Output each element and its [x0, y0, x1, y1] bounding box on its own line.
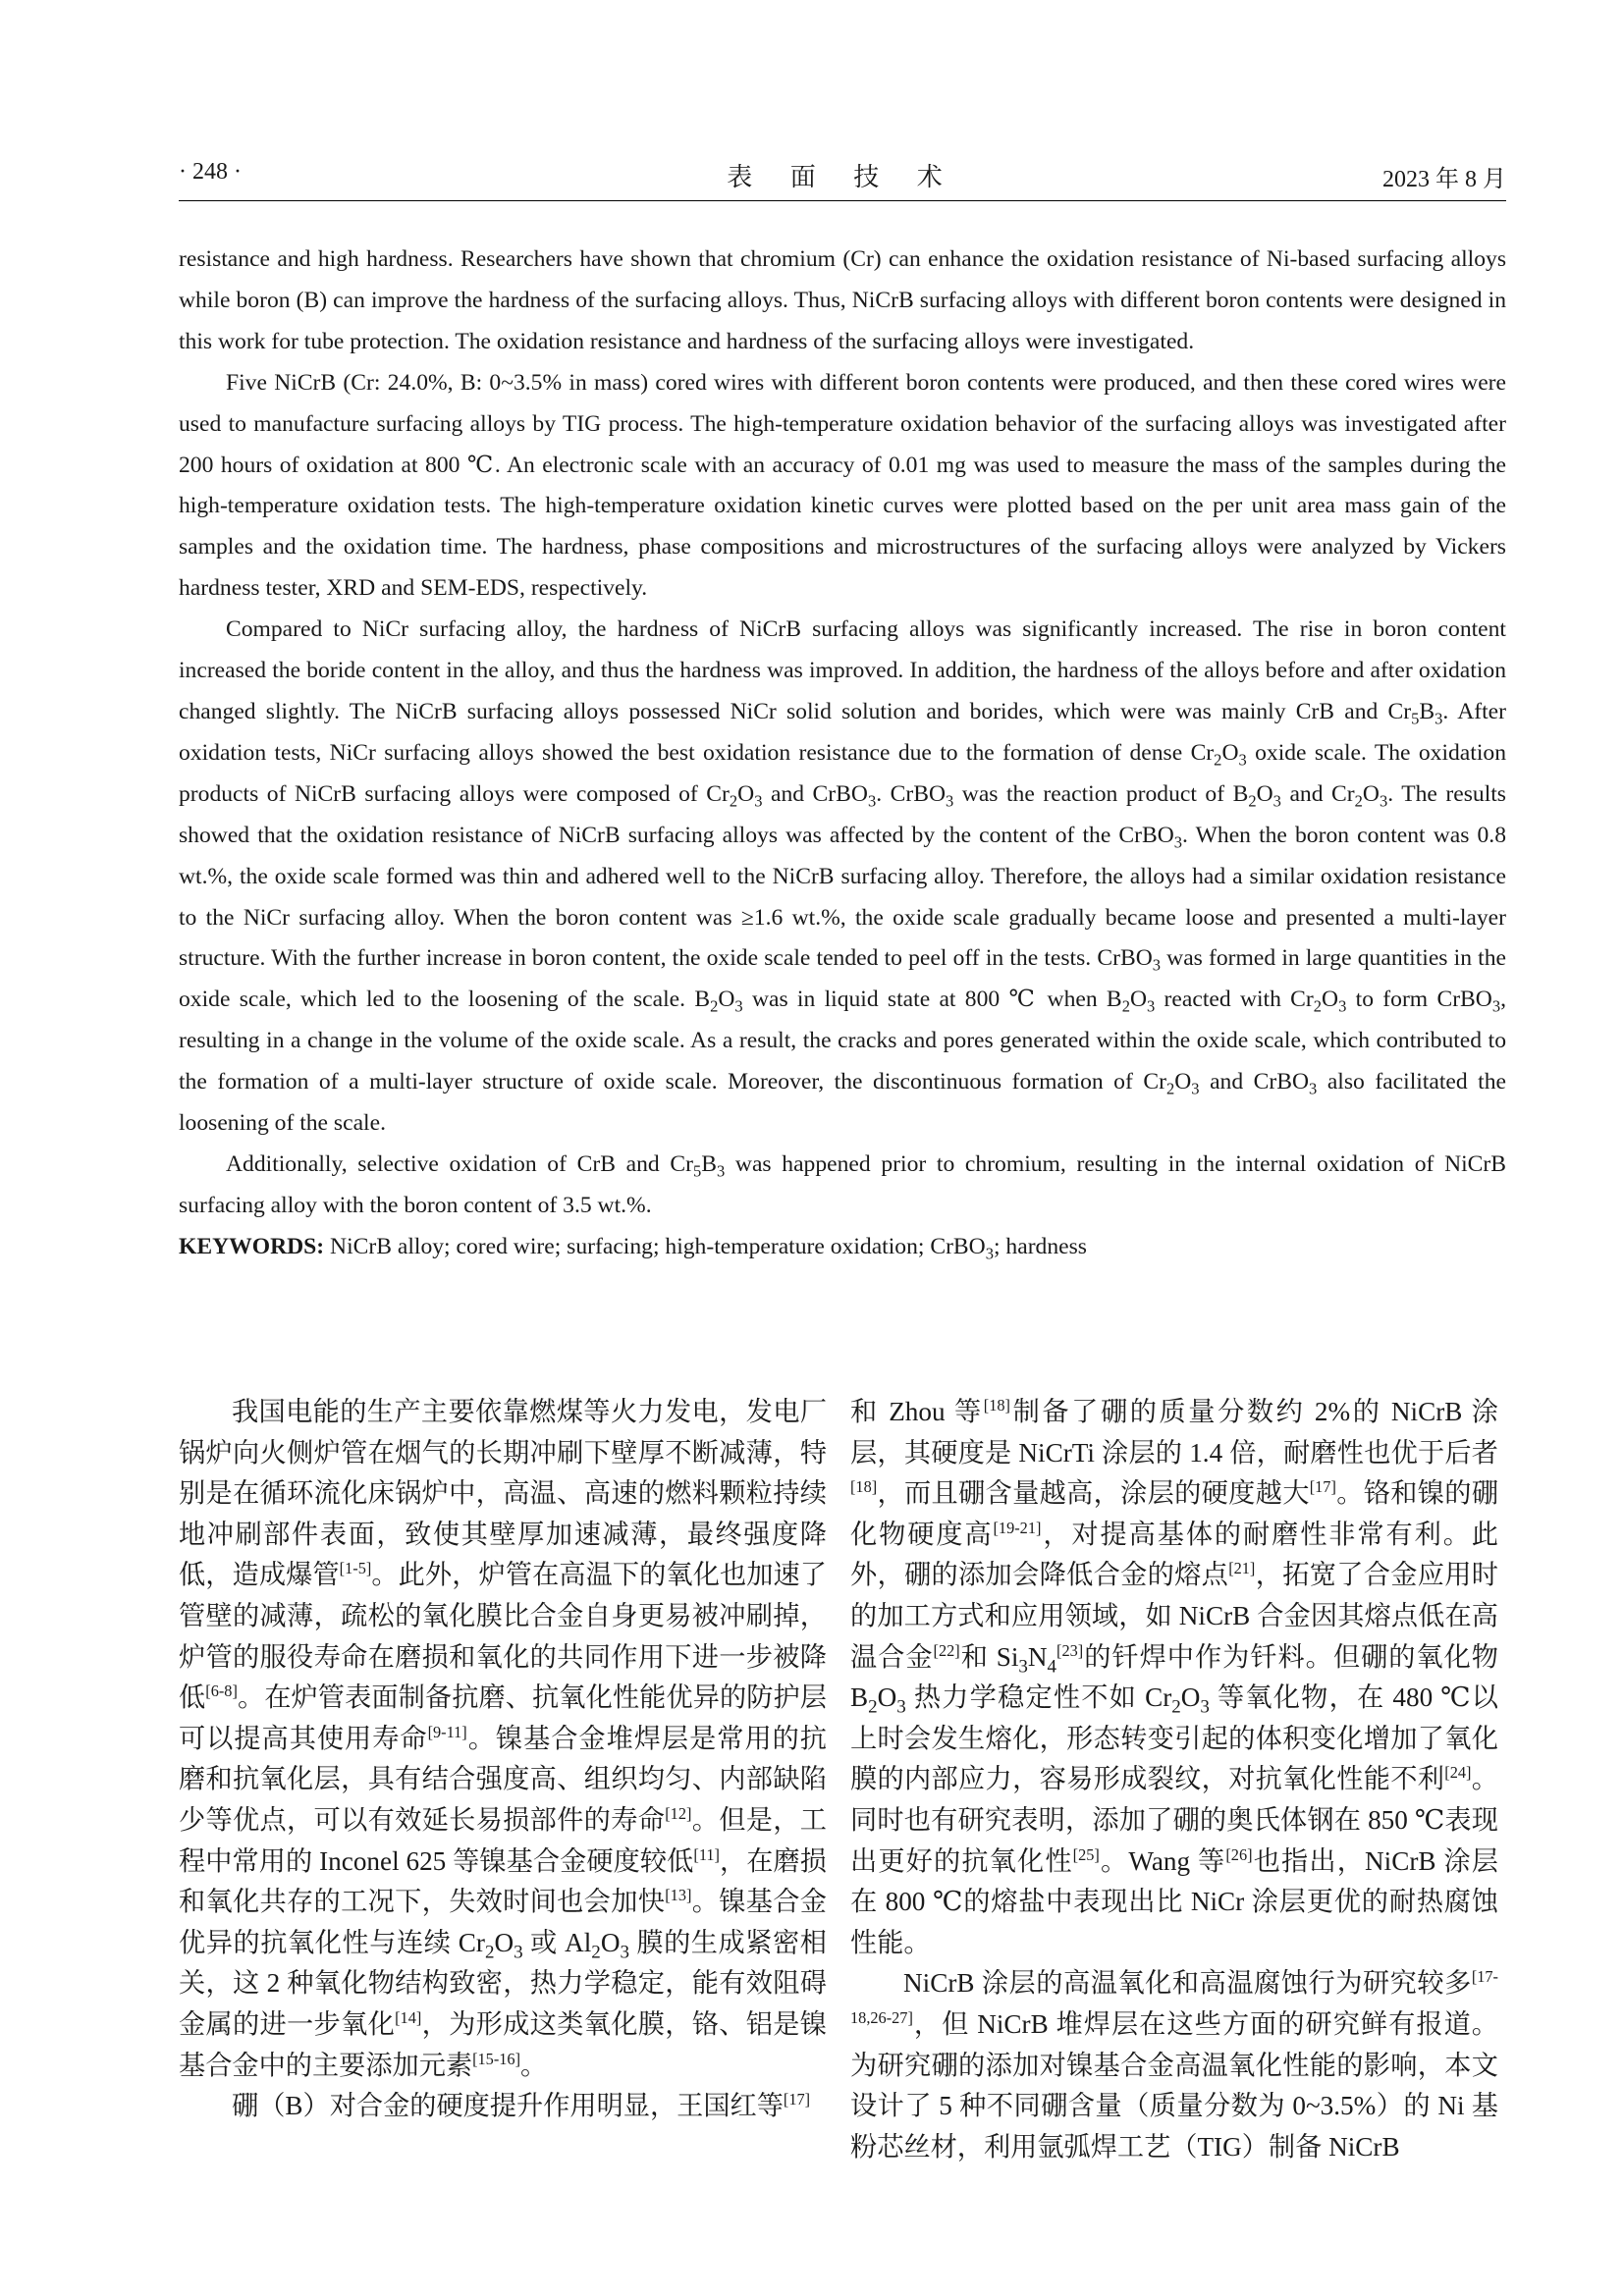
abstract-paragraph: resistance and high hardness. Researchers have shown that chromium (Cr) can enhance the oxidation resistance of Ni-based surfacing alloys while boron (B) can improve the hardness of the surfacing alloys. Thus, NiCrB surfacing alloys with different boron contents were designed in this work for tube protection. The oxidation resistance and hardness of the surfacing alloys were investigated. [179, 246, 1506, 354]
page-number: · 248 · [179, 159, 242, 185]
body-paragraph: 我国电能的生产主要依靠燃煤等火力发电，发电厂锅炉向火侧炉管在烟气的长期冲刷下壁厚不断减薄，特别是在循环流化床锅炉中，高温、高速的燃料颗粒持续地冲刷部件表面，致使其壁厚加速减薄，最终强度降低，造成爆管[1-5]。此外，炉管在高温下的氧化也加速了管壁的减薄，疏松的氧化膜比合金自身更易被冲刷掉，炉管的服役寿命在磨损和氧化的共同作用下进一步被降低[6-8]。在炉管表面制备抗磨、抗氧化性能优异的防护层可以提高其使用寿命[9-11]。镍基合金堆焊层是常用的抗磨和抗氧化层，具有结合强度高、组织均匀、内部缺陷少等优点，可以有效延长易损部件的寿命[12]。但是，工程中常用的 Inconel 625 等镍基合金硬度较低[11]，在磨损和氧化共存的工况下，失效时间也会加快[13]。镍基合金优异的抗氧化性与连续 $Cr_2O_3$ 或 $Al_2O_3$ 膜的生成紧密相关，这 2 种氧化物结构致密，热力学稳定，能有效阻碍金属的进一步氧化[14]，为形成这类氧化膜，铬、铝是镍基合金中的主要添加元素[15-16]。 [179, 1397, 827, 2080]
running-header [179, 155, 1506, 194]
abstract-paragraph: Five NiCrB (Cr: 24.0%, B: 0~3.5% in mass) cored wires with different boron contents were produced, and then these cored wires were used to manufacture surfacing alloys by TIG process. The high-temperature oxidation behavior of the surfacing alloys was investigated after 200 hours of oxidation at 800 ℃. An electronic scale with an accuracy of 0.01 mg was used to measure the mass of the samples during the high-temperature oxidation tests. The high-temperature oxidation kinetic curves were plotted based on the per unit area mass gain of the samples and the oxidation time. The hardness, phase compositions and microstructures of the surfacing alloys were analyzed by Vickers hardness tester, XRD and SEM-EDS, respectively. [179, 369, 1506, 602]
body-paragraph: 硼（B）对合金的硬度提升作用明显，王国红等[17] [232, 2090, 811, 2121]
journal-title: 表 面 技 术 [727, 163, 958, 191]
body-column-right [850, 1392, 1498, 2167]
abstract-paragraph: Compared to NiCr surfacing alloy, the hardness of NiCrB surfacing alloys was significantly increased. The rise in boron content increased the boride content in the alloy, and thus the hardness was improved. In addition, the hardness of the alloys before and after oxidation changed slightly. The NiCrB surfacing alloys possessed NiCr solid solution and borides, which were was mainly CrB and $Cr_5B_3$. After oxidation tests, NiCr surfacing alloys showed the best oxidation resistance due to the formation of dense $Cr_2O_3$ oxide scale. The oxidation products of NiCrB surfacing alloys were composed of $Cr_2O_3$ and CrBO$_3$. CrBO$_3$ was the reaction product of $B_2O_3$ and $Cr_2O_3$. The results showed that the oxidation resistance of NiCrB surfacing alloys was affected by the content of the CrBO$_3$. When the boron content was 0.8 wt.%, the oxide scale formed was thin and adhered well to the NiCrB surfacing alloy. Therefore, the alloys had a similar oxidation resistance to the NiCr surfacing alloy. When the boron content was ≥1.6 wt.%, the oxide scale gradually became loose and presented a multi-layer structure. With the further increase in boron content, the oxide scale tended to peel off in the tests. CrBO$_3$ was formed in large quantities in the oxide scale, which led to the loosening of the scale. $B_2O_3$ was in liquid state at 800 ℃ when $B_2O_3$ reacted with $Cr_2O_3$ to form CrBO$_3$, resulting in a change in the volume of the oxide scale. As a result, the cracks and pores generated within the oxide scale, which contributed to the formation of a multi-layer structure of oxide scale. Moreover, the discontinuous formation of $Cr_2O_3$ and CrBO$_3$ also facilitated the loosening of the scale. [179, 616, 1507, 1137]
keywords [179, 1227, 1506, 1268]
keywords-label: KEYWORDS: [179, 1233, 325, 1259]
body-column-left [179, 1392, 827, 2127]
body-paragraph: 和 Zhou 等[18]制备了硼的质量分数约 2%的 NiCrB 涂层，其硬度是 NiCrTi 涂层的 1.4 倍，耐磨性也优于后者[18]，而且硼含量越高，涂层的硬度越大[17]。铬和镍的硼化物硬度高[19-21]，对提高基体的耐磨性非常有利。此外，硼的添加会降低合金的熔点[21]，拓宽了合金应用时的加工方式和应用领域，如 NiCrB 合金因其熔点低在高温合金[22]和 $Si_3N_4[23]$的钎焊中作为钎料。但硼的氧化物 $B_2O_3$ 热力学稳定性不如 $Cr_2O_3$ 等氧化物，在 480 ℃以上时会发生熔化，形态转变引起的体积变化增加了氧化膜的内部应力，容易形成裂纹，对抗氧化性能不利[24]。同时也有研究表明，添加了硼的奥氏体钢在 850 ℃表现出更好的抗氧化性[25]。Wang 等[26]也指出，NiCrB 涂层在 800 ℃的熔盐中表现出比 NiCr 涂层更优的耐热腐蚀性能。 [850, 1395, 1498, 1957]
abstract-paragraph: Additionally, selective oxidation of CrB and $Cr_5B_3$ was happened prior to chromium, resulting in the internal oxidation of NiCrB surfacing alloy with the boron content of 3.5 wt.%. [179, 1150, 1506, 1218]
english-abstract [179, 240, 1506, 1268]
header-rule [179, 200, 1506, 201]
issue-date: 2023 年 8 月 [1382, 167, 1506, 192]
body-paragraph: NiCrB 涂层的高温氧化和高温腐蚀行为研究较多[17-18,26-27]，但 NiCrB 堆焊层在这些方面的研究鲜有报道。为研究硼的添加对镍基合金高温氧化性能的影响，本文设计了 5 种不同硼含量（质量分数为 0~3.5%）的 Ni 基粉芯丝材，利用氩弧焊工艺（TIG）制备 NiCrB [850, 1967, 1498, 2162]
keywords-list: NiCrB alloy; cored wire; surfacing; high-temperature oxidation; CrBO$_3$; hardness [324, 1233, 1087, 1263]
